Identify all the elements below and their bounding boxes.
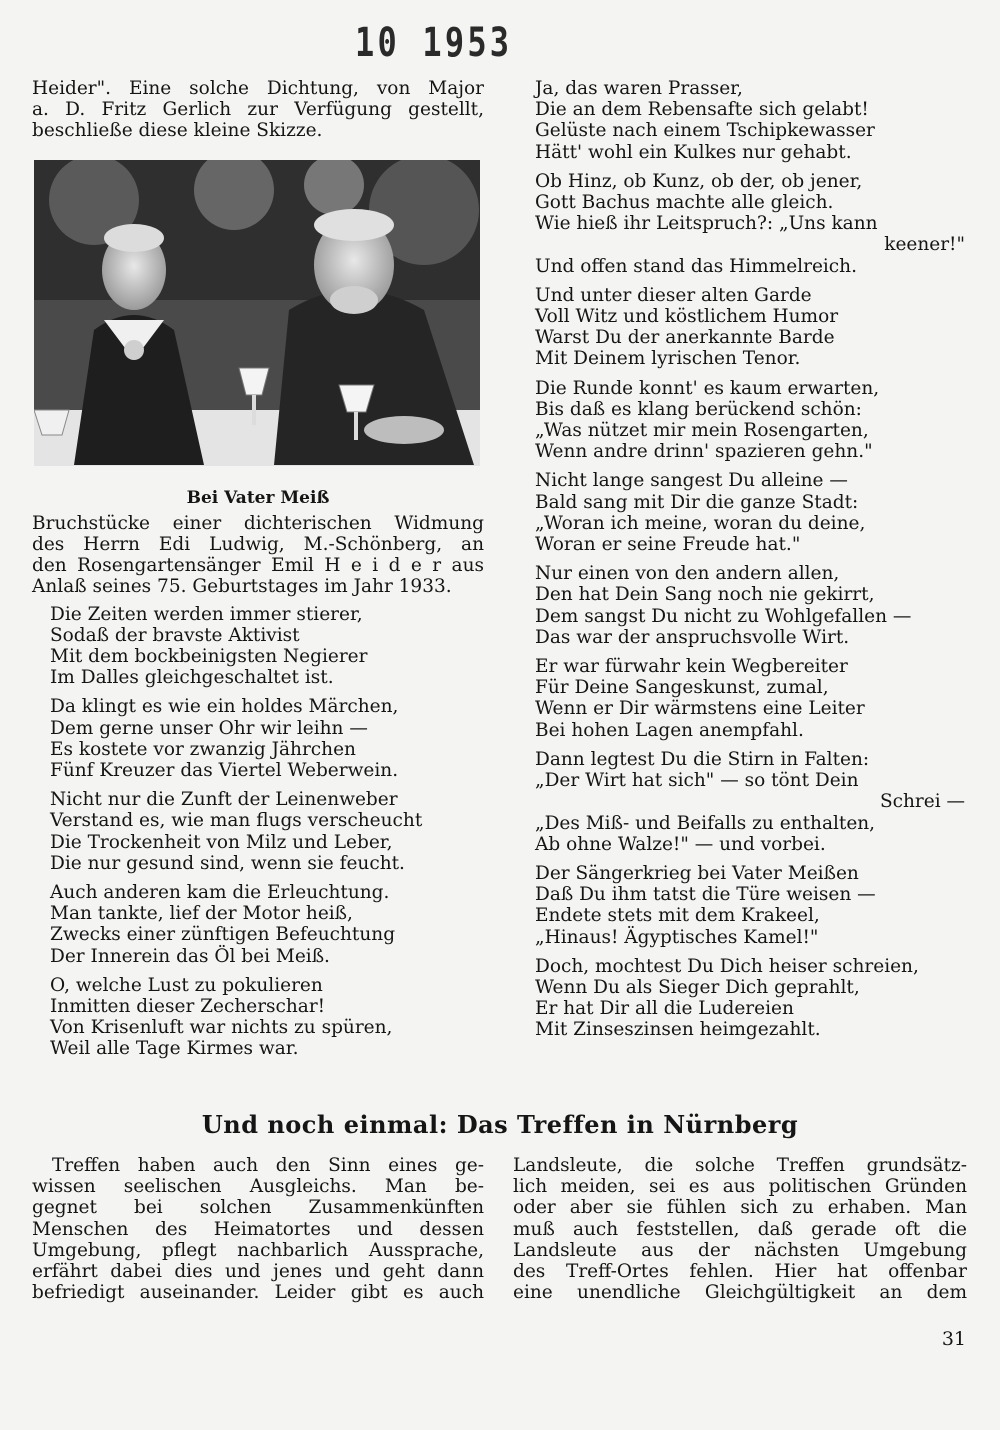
text-line: gegnet bei solchen Zusammenkünften (32, 1197, 484, 1219)
poem-stanza (50, 789, 484, 874)
poem-line: „Woran ich meine, woran du deine, (535, 512, 866, 534)
poem-line-continuation: keener!" (884, 234, 965, 256)
poem-stanza (535, 171, 965, 277)
text-line: den Rosengartensänger Emil H e i d e r aus (32, 555, 484, 577)
poem-stanza (535, 956, 965, 1041)
poem-line: Auch anderen kam die Erleuchtung. (50, 882, 390, 904)
left-column (32, 78, 484, 1068)
poem-line: Fünf Kreuzer das Viertel Weberwein. (50, 760, 399, 782)
photo-caption: Bei Vater Meiß (186, 487, 330, 508)
poem-line: Hätt' wohl ein Kulkes nur gehabt. (535, 141, 852, 163)
poem-line: Dem sangst Du nicht zu Wohlgefallen — (535, 605, 912, 627)
poem-line: Für Deine Sangeskunst, zumal, (535, 677, 829, 699)
poem-line: „Des Miß- und Beifalls zu enthalten, (535, 812, 876, 834)
poem-stanza (535, 470, 965, 555)
poem-line: Bei hohen Lagen anempfahl. (535, 719, 804, 741)
poem-line: Wenn er Dir wärmstens eine Leiter (535, 698, 865, 720)
poem-line: Doch, mochtest Du Dich heiser schreien, (535, 955, 919, 977)
poem-line: Es kostete vor zwanzig Jährchen (50, 738, 356, 760)
text-line: Menschen des Heimatortes und dessen (32, 1218, 484, 1240)
poem-line: Man tankte, lief der Motor heiß, (50, 903, 353, 925)
poem-line: Der Innerein das Öl bei Meiß. (50, 945, 330, 967)
poem-line: „Hinaus! Ägyptisches Kamel!" (535, 926, 819, 948)
poem-stanza (535, 563, 965, 648)
poem-line: Sodaß der bravste Aktivist (50, 624, 300, 646)
intro-paragraph (32, 78, 484, 142)
poem-stanza (535, 285, 965, 370)
poem-line: Gelüste nach einem Tschipkewasser (535, 120, 875, 142)
text-line: Umgebung, pflegt nachbarlich Aussprache, (32, 1239, 484, 1261)
poem-line: Nicht lange sangest Du alleine — (535, 470, 848, 492)
text-line: a. D. Fritz Gerlich zur Verfügung gestellt, (32, 99, 484, 121)
poem-stanza (535, 78, 965, 163)
poem-stanza (535, 656, 965, 741)
poem-line: Gott Bachus machte alle gleich. (535, 192, 834, 214)
text-line: des Treff-Ortes fehlen. Hier hat offenbar (513, 1261, 967, 1283)
photo-elderly-couple (34, 160, 480, 466)
text-line: beschließe diese kleine Skizze. (32, 120, 323, 142)
poem-line: „Was nützet mir mein Rosengarten, (535, 420, 869, 442)
text-line: lich meiden, sei es aus politischen Gründen (513, 1176, 967, 1198)
poem-line: Bis daß es klang berückend schön: (535, 398, 862, 420)
poem-line: Wenn andre drinn' spazieren gehn." (535, 441, 873, 463)
poem-line: Er war fürwahr kein Wegbereiter (535, 656, 848, 678)
text-line: erfährt dabei dies und jenes und geht dann (32, 1261, 484, 1283)
poem-line: Dem gerne unser Ohr wir leihn — (50, 717, 368, 739)
poem-line: Warst Du der anerkannte Barde (535, 327, 835, 349)
poem-line: Nicht nur die Zunft der Leinenweber (50, 789, 398, 811)
text-line: des Herrn Edi Ludwig, M.-Schönberg, an (32, 534, 484, 556)
poem-line: Von Krisenluft war nichts zu spüren, (50, 1017, 393, 1039)
photo-illustration (34, 160, 480, 466)
text-line: Heider". Eine solche Dichtung, von Major (32, 78, 484, 99)
poem-line: Mit Zinseszinsen heimgezahlt. (535, 1019, 821, 1041)
text-line: eine unendliche Gleichgültigkeit an dem (513, 1282, 967, 1304)
poem-stanza (50, 696, 484, 781)
poem-line: Daß Du ihm tatst die Türe weisen — (535, 884, 876, 906)
text-line: oder aber sie fühlen sich zu erhaben. Man (513, 1197, 967, 1219)
poem-line: Bald sang mit Dir die ganze Stadt: (535, 491, 859, 513)
poem-left (32, 604, 484, 1060)
poem-line: Zwecks einer zünftigen Befeuchtung (50, 924, 396, 946)
poem-line: Verstand es, wie man flugs verscheucht (50, 810, 423, 832)
poem-line: O, welche Lust zu pokulieren (50, 974, 323, 996)
poem-line: Die Runde konnt' es kaum erwarten, (535, 377, 880, 399)
poem-line: Er hat Dir all die Ludereien (535, 998, 794, 1020)
text-line: muß auch feststellen, daß gerade oft die (513, 1218, 967, 1240)
poem-stanza (535, 378, 965, 463)
dedication-paragraph (32, 513, 484, 598)
poem-line: Nur einen von den andern allen, (535, 563, 840, 585)
poem-line: Wenn Du als Sieger Dich geprahlt, (535, 976, 860, 998)
poem-line: Mit dem bockbeinigsten Negierer (50, 646, 368, 668)
text-line: Bruchstücke einer dichterischen Widmung (32, 512, 484, 534)
poem-line: Mit Deinem lyrischen Tenor. (535, 348, 801, 370)
poem-stanza (50, 975, 484, 1060)
text-line: Anlaß seines 75. Geburtstages im Jahr 1933. (32, 576, 452, 598)
poem-line: Und unter dieser alten Garde (535, 284, 812, 306)
poem-line: Woran er seine Freude hat." (535, 534, 801, 556)
poem-line: Die an dem Rebensafte sich gelabt! (535, 99, 869, 121)
poem-line: Das war der anspruchsvolle Wirt. (535, 626, 850, 648)
poem-line: Da klingt es wie ein holdes Märchen, (50, 696, 399, 718)
poem-line: Und offen stand das Himmelreich. (535, 255, 857, 277)
poem-line: Den hat Dein Sang noch nie gekirrt, (535, 584, 875, 606)
poem-stanza (50, 882, 484, 967)
article-right-column (513, 1155, 967, 1303)
poem-line: Die Zeiten werden immer stierer, (50, 603, 363, 625)
poem-stanza (50, 604, 484, 689)
poem-line: Der Sängerkrieg bei Vater Meißen (535, 862, 859, 884)
poem-line: Weil alle Tage Kirmes war. (50, 1038, 299, 1060)
text-line: Landsleute, die solche Treffen grundsätz- (513, 1155, 967, 1176)
poem-line: Ob Hinz, ob Kunz, ob der, ob jener, (535, 170, 863, 192)
poem-line: Inmitten dieser Zecherschar! (50, 996, 326, 1018)
page-number: 31 (941, 1328, 966, 1350)
poem-line: Voll Witz und köstlichem Humor (535, 306, 839, 328)
poem-stanza (535, 749, 965, 855)
poem-line: Ab ohne Walze!" — und vorbei. (535, 833, 826, 855)
text-line: wissen seelischen Ausgleichs. Man be- (32, 1176, 484, 1198)
poem-line: Im Dalles gleichgeschaltet ist. (50, 667, 334, 689)
poem-line: Wie hieß ihr Leitspruch?: „Uns kann (535, 213, 878, 235)
date-stamp: 10 1953 (355, 20, 513, 66)
text-line: Landsleute aus der nächsten Umgebung (513, 1239, 967, 1261)
right-column (535, 78, 965, 1049)
article-heading: Und noch einmal: Das Treffen in Nürnberg (201, 1110, 799, 1139)
poem-stanza (535, 863, 965, 948)
poem-line: „Der Wirt hat sich" — so tönt Dein (535, 770, 859, 792)
article-left-column (32, 1155, 484, 1303)
poem-line: Die nur gesund sind, wenn sie feucht. (50, 852, 405, 874)
text-line: befriedigt auseinander. Leider gibt es auch (32, 1282, 484, 1304)
poem-line: Endete stets mit dem Krakeel, (535, 905, 820, 927)
poem-line: Dann legtest Du die Stirn in Falten: (535, 748, 870, 770)
poem-line: Ja, das waren Prasser, (535, 78, 743, 99)
poem-line: Die Trockenheit von Milz und Leber, (50, 831, 393, 853)
text-line: Treffen haben auch den Sinn eines ge- (52, 1155, 484, 1176)
poem-line-continuation: Schrei — (879, 791, 965, 813)
